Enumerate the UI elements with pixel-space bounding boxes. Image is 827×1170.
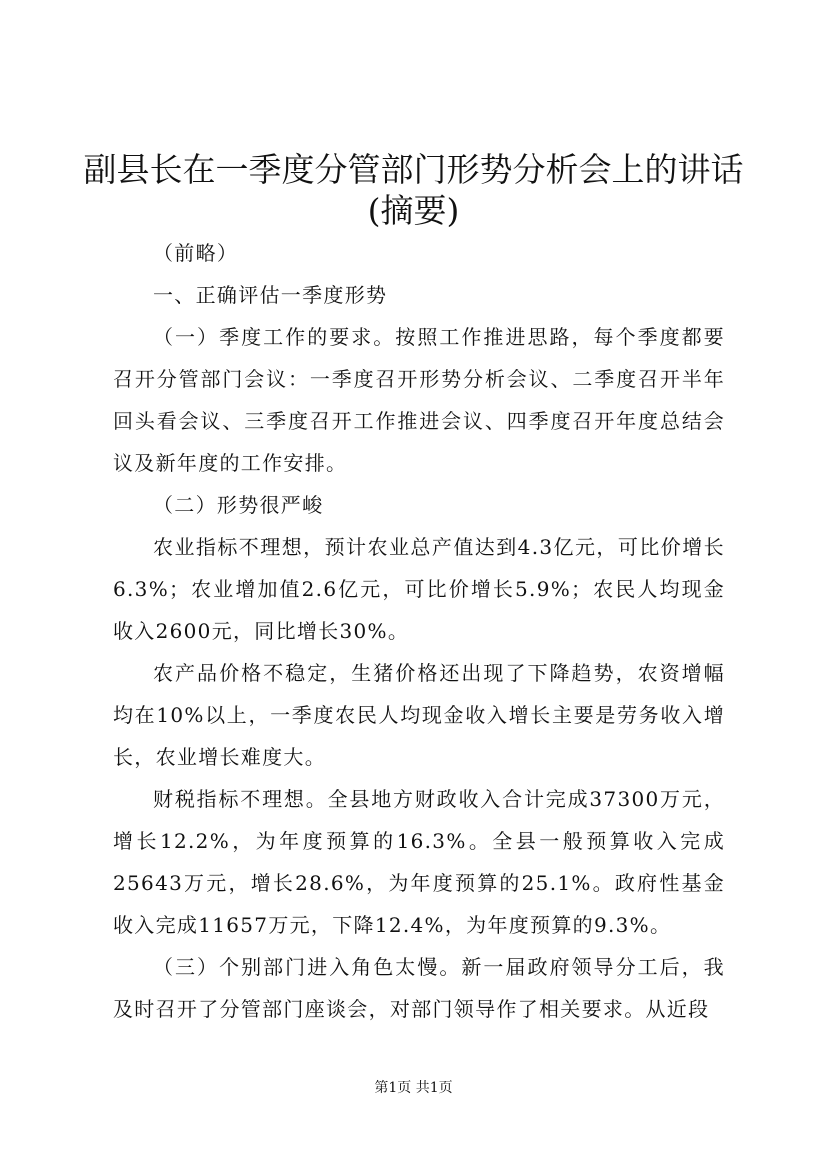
- paragraph-fiscal-indicators: 财税指标不理想。全县地方财政收入合计完成37300万元，增长12.2%，为年度预算的16.3%。全县一般预算收入完成25643万元，增长28.6%，为年度预算的25.1%。政府性基金收入完成11657万元，下降12.4%，为年度预算的9.3%。: [113, 787, 725, 937]
- subheading-situation: （二）形势很严峻: [153, 493, 324, 517]
- paragraph-agriculture-indicators: 农业指标不理想，预计农业总产值达到4.3亿元，可比价增长6.3%；农业增加值2.6亿元，可比价增长5.9%；农民人均现金收入2600元，同比增长30%。: [113, 535, 725, 643]
- section-heading-1: 一、正确评估一季度形势: [153, 283, 388, 307]
- page-number-footer: 第1页 共1页: [374, 1080, 453, 1096]
- paragraph-departments: （三）个别部门进入角色太慢。新一届政府领导分工后，我及时召开了分管部门座谈会，对部门领导作了相关要求。从近段: [113, 955, 725, 1021]
- document-subtitle: (摘要): [367, 191, 460, 230]
- paragraph-quarter-requirements: （一）季度工作的要求。按照工作推进思路，每个季度都要召开分管部门会议：一季度召开形势分析会议、二季度召开半年回头看会议、三季度召开工作推进会议、四季度召开年度总结会议及新年度的工作安排。: [113, 325, 725, 475]
- paragraph-preface: （前略）: [153, 241, 239, 265]
- document-title: 副县长在一季度分管部门形势分析会上的讲话: [83, 150, 744, 189]
- paragraph-agri-prices: 农产品价格不稳定，生猪价格还出现了下降趋势，农资增幅均在10%以上，一季度农民人均现金收入增长主要是劳务收入增长，农业增长难度大。: [113, 661, 725, 769]
- document-body: [113, 232, 725, 1030]
